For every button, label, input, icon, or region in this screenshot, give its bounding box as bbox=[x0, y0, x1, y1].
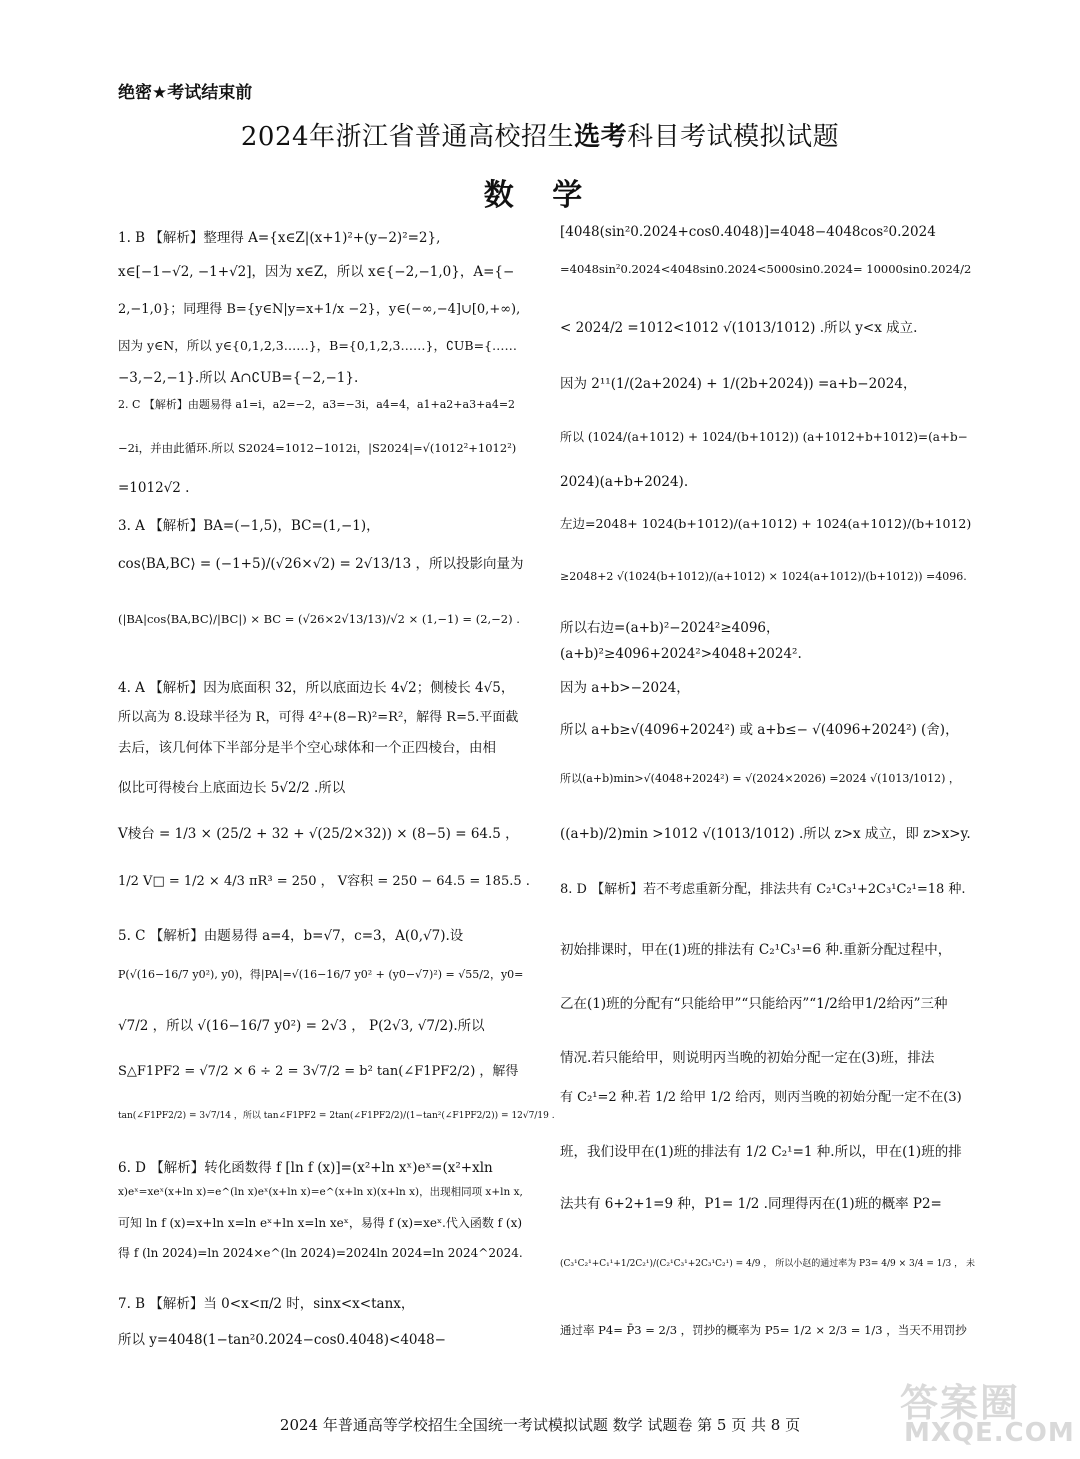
right-column-line: 有 C₂¹=2 种.若 1/2 给甲 1/2 给丙，则丙当晚的初始分配一定不在(3) bbox=[560, 1090, 962, 1105]
watermark-text: 答案圈 bbox=[900, 1381, 1021, 1425]
right-column-line: [4048(sin²0.2024+cos0.4048)]=4048−4048cos²0.2024 bbox=[560, 224, 936, 240]
watermark-logo bbox=[900, 1372, 1075, 1452]
left-column-line: 因为 y∈N，所以 y∈{0,1,2,3……}，B={0,1,2,3……}，∁UB={…… bbox=[118, 338, 518, 353]
subject-heading: 数 学 bbox=[483, 178, 597, 213]
left-column-line: −2i，并由此循环.所以 S2024=1012−1012i，|S2024|=√(1012²+1012²) bbox=[118, 441, 517, 455]
left-column-line: √7/2 ，所以 √(16−16/7 y0²) = 2√3 ， P(2√3, √7/2).所以 bbox=[118, 1018, 485, 1034]
left-column-line: S△F1PF2 = √7/2 × 6 ÷ 2 = 3√7/2 = b² tan(∠F1PF2/2) ，解得 bbox=[118, 1064, 519, 1079]
right-column-line: < 2024/2 =1012<1012 √(1013/1012) .所以 y<x 成立. bbox=[560, 320, 918, 336]
left-column-line: 去后，该几何体下半部分是半个空心球体和一个正四棱台，由相 bbox=[118, 740, 496, 756]
right-column-line: 情况.若只能给甲，则说明丙当晚的初始分配一定在(3)班，排法 bbox=[560, 1050, 935, 1066]
left-column-line: 可知 ln f (x)=x+ln x=ln eˣ+ln x=ln xeˣ，易得 f (x)=xeˣ.代入函数 f (x) bbox=[118, 1216, 523, 1230]
left-column-line: x)eˣ=xeˣ(x+ln x)=e^(ln x)eˣ(x+ln x)=e^(x+ln x)(x+ln x)，出现相同项 x+ln x, bbox=[118, 1186, 523, 1198]
right-column-line: 通过率 P4= P̄3 = 2/3 ，罚抄的概率为 P5= 1/2 × 2/3 = 1/3 ，当天不用罚抄 bbox=[560, 1323, 967, 1337]
left-column-line: −3,−2,−1}.所以 A∩∁UB={−2,−1}. bbox=[118, 370, 359, 386]
left-column-line: 7. B 【解析】当 0<x<π/2 时，sinx<x<tanx， bbox=[118, 1296, 415, 1312]
left-column-line: 4. A 【解析】因为底面积 32，所以底面边长 4√2；侧棱长 4√5， bbox=[118, 680, 515, 696]
right-column-line: 班，我们设甲在(1)班的排法有 1/2 C₂¹=1 种.所以，甲在(1)班的排 bbox=[560, 1144, 962, 1160]
left-column-line: (|BA|cos⟨BA,BC⟩/|BC|) × BC = (√26×2√13/13)/√2 × (1,−1) = (2,−2) . bbox=[118, 612, 520, 626]
right-column-line: 所以(a+b)min>√(4048+2024²) = √(2024×2026) =2024 √(1013/1012) ， bbox=[560, 772, 960, 785]
right-column-line: 所以右边=(a+b)²−2024²≥4096， bbox=[560, 620, 780, 636]
right-column-line: 所以 (1024/(a+1012) + 1024/(b+1012)) (a+1012+b+1012)=(a+b− bbox=[560, 430, 968, 444]
left-column-line: 3. A 【解析】BA=(−1,5)，BC=(1,−1)， bbox=[118, 518, 380, 534]
left-column-line: 6. D 【解析】转化函数得 f [ln f (x)]=(x²+ln xˣ)eˣ=(x²+xln bbox=[118, 1160, 493, 1176]
right-column-line: 8. D 【解析】若不考虑重新分配，排法共有 C₂¹C₃¹+2C₃¹C₂¹=18 种. bbox=[560, 882, 966, 897]
left-column-line: 2. C 【解析】由题易得 a1=i，a2=−2，a3=−3i，a4=4，a1+a2+a3+a4=2 bbox=[118, 398, 516, 411]
right-column-line: 所以 a+b≥√(4096+2024²) 或 a+b≤− √(4096+2024²) (舍)， bbox=[560, 722, 959, 738]
title-bold: 选考 bbox=[574, 122, 628, 152]
right-column-line: ((a+b)/2)min >1012 √(1013/1012) .所以 z>x 成立，即 z>x>y. bbox=[560, 826, 971, 842]
left-column-line: V棱台 = 1/3 × (25/2 + 32 + √(25/2×32)) × (8−5) = 64.5 ， bbox=[118, 826, 519, 842]
left-column-line: 1/2 V□ = 1/2 × 4/3 πR³ = 250 ， V容积 = 250 − 64.5 = 185.5 . bbox=[118, 874, 530, 889]
right-column-line: (a+b)²≥4096+2024²>4048+2024². bbox=[560, 646, 802, 662]
right-column-line: 左边=2048+ 1024(b+1012)/(a+1012) + 1024(a+1012)/(b+1012) bbox=[560, 516, 972, 531]
right-column-line: 初始排课时，甲在(1)班的排法有 C₂¹C₃¹=6 种.重新分配过程中， bbox=[560, 942, 952, 958]
left-column-line: 似比可得棱台上底面边长 5√2/2 .所以 bbox=[118, 780, 346, 796]
left-column-line: tan(∠F1PF2/2) = 3√7/14 ，所以 tan∠F1PF2 = 2tan(∠F1PF2/2)/(1−tan²(∠F1PF2/2)) = 12√7/19 . bbox=[118, 1111, 555, 1121]
right-column-line: 因为 2¹¹(1/(2a+2024) + 1/(2b+2024)) =a+b−2024， bbox=[560, 376, 917, 392]
left-column-line: 5. C 【解析】由题易得 a=4，b=√7，c=3，A(0,√7).设 bbox=[118, 928, 464, 944]
title-suffix: 科目考试模拟试题 bbox=[627, 122, 840, 152]
left-column-line: P(√(16−16/7 y0²), y0)，得|PA|=√(16−16/7 y0² + (y0−√7)²) = √55/2，y0= bbox=[118, 968, 524, 981]
left-column-line: 1. B 【解析】整理得 A={x∈Z|(x+1)²+(y−2)²=2}, bbox=[118, 230, 441, 246]
right-column-line: ≥2048+2 √(1024(b+1012)/(a+1012) × 1024(a+1012)/(b+1012)) =4096. bbox=[560, 570, 967, 583]
right-column-line: (C₃¹C₂¹+C₁¹+1/2C₂¹)/(C₂¹C₃¹+2C₃¹C₂¹) = 4/9 ， 所以小赵的通过率为 P3= 4/9 × 3/4 = 1/3 ， 未 bbox=[560, 1259, 975, 1269]
exam-title bbox=[0, 116, 1080, 153]
confidential-label: 绝密★考试结束前 bbox=[118, 83, 253, 103]
title-prefix: 2024年浙江省普通高校招生 bbox=[240, 122, 575, 152]
left-column-line: 2,−1,0}；同理得 B={y∈N|y=x+1/x −2}，y∈(−∞,−4]∪[0,+∞), bbox=[118, 302, 521, 317]
right-column-line: 乙在(1)班的分配有“只能给甲”“只能给丙”“1/2给甲1/2给丙”三种 bbox=[560, 996, 948, 1012]
page-footer: 2024 年普通高等学校招生全国统一考试模拟试题 数学 试题卷 第 5 页 共 8 页 bbox=[279, 1416, 801, 1434]
left-column-line: 得 f (ln 2024)=ln 2024×e^(ln 2024)=2024ln 2024=ln 2024^2024. bbox=[118, 1246, 523, 1260]
left-column-line: 所以 y=4048(1−tan²0.2024−cos0.4048)<4048− bbox=[118, 1332, 446, 1348]
right-column-line: 因为 a+b>−2024， bbox=[560, 680, 690, 696]
right-column-line: =4048sin²0.2024<4048sin0.2024<5000sin0.2024= 10000sin0.2024/2 bbox=[560, 262, 972, 276]
watermark-url: MXQE.COM bbox=[904, 1418, 1075, 1448]
right-column-line: 法共有 6+2+1=9 种，P1= 1/2 .同理得丙在(1)班的概率 P2= bbox=[560, 1196, 942, 1212]
left-column-line: 所以高为 8.设球半径为 R，可得 4²+(8−R)²=R²，解得 R=5.平面截 bbox=[118, 710, 519, 725]
left-column-line: x∈[−1−√2, −1+√2]，因为 x∈Z，所以 x∈{−2,−1,0}，A={− bbox=[118, 264, 515, 280]
left-column-line: =1012√2 . bbox=[118, 480, 190, 496]
left-column-line: cos⟨BA,BC⟩ = (−1+5)/(√26×√2) = 2√13/13 ，所以投影向量为 bbox=[118, 556, 524, 572]
right-column-line: 2024)(a+b+2024). bbox=[560, 474, 689, 490]
